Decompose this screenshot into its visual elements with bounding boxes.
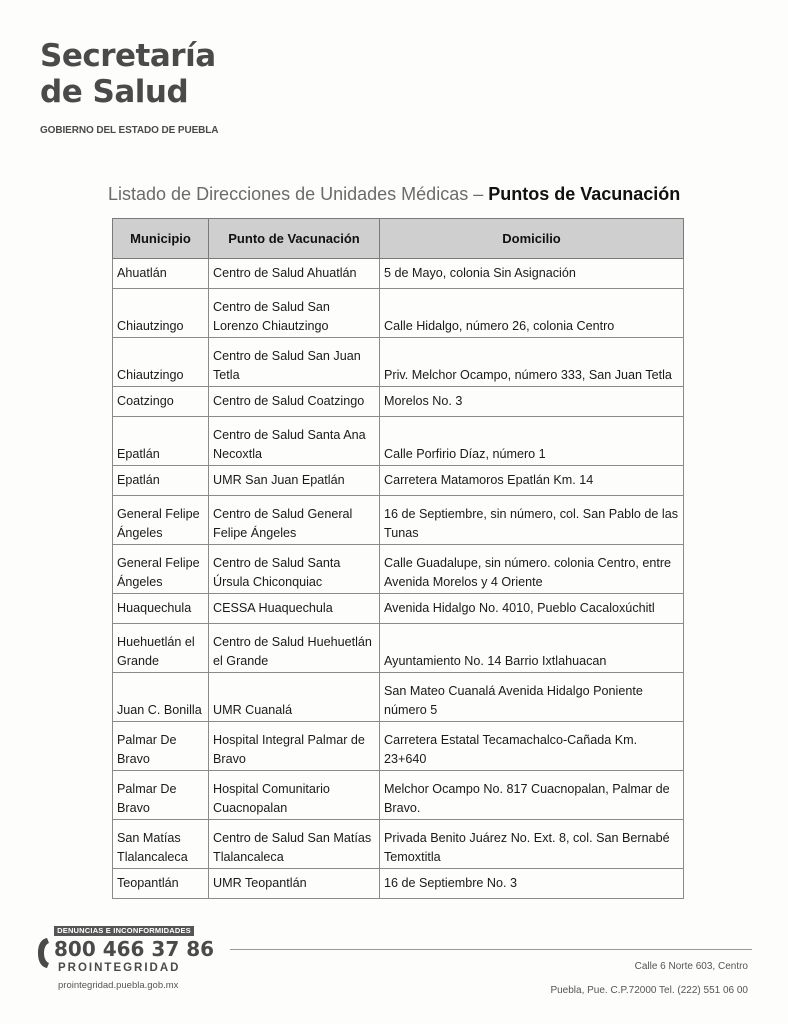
cell-municipio: Juan C. Bonilla bbox=[113, 673, 209, 722]
table-row bbox=[113, 869, 684, 899]
table-row bbox=[113, 338, 684, 387]
prointegridad-url[interactable]: prointegridad.puebla.gob.mx bbox=[58, 980, 179, 991]
cell-punto: Hospital Integral Palmar de Bravo bbox=[209, 722, 380, 771]
cell-municipio: Chiautzingo bbox=[113, 338, 209, 387]
cell-domicilio: 16 de Septiembre, sin número, col. San Pablo de las Tunas bbox=[380, 496, 684, 545]
address-line-2: Puebla, Pue. C.P.72000 Tel. (222) 551 06 00 bbox=[550, 985, 748, 996]
cell-municipio: Epatlán bbox=[113, 466, 209, 496]
cell-punto: Centro de Salud San Juan Tetla bbox=[209, 338, 380, 387]
cell-municipio: Palmar De Bravo bbox=[113, 722, 209, 771]
units-table bbox=[112, 218, 684, 899]
cell-punto: Hospital Comunitario Cuacnopalan bbox=[209, 771, 380, 820]
cell-domicilio: Ayuntamiento No. 14 Barrio Ixtlahuacan bbox=[380, 624, 684, 673]
cell-domicilio: 5 de Mayo, colonia Sin Asignación bbox=[380, 259, 684, 289]
cell-domicilio: Privada Benito Juárez No. Ext. 8, col. San Bernabé Temoxtitla bbox=[380, 820, 684, 869]
cell-municipio: Huehuetlán el Grande bbox=[113, 624, 209, 673]
logo-subtitle: GOBIERNO DEL ESTADO DE PUEBLA bbox=[40, 125, 219, 136]
cell-municipio: San Matías Tlalancaleca bbox=[113, 820, 209, 869]
table-header-row bbox=[113, 219, 684, 259]
table-row bbox=[113, 624, 684, 673]
cell-municipio: Huaquechula bbox=[113, 594, 209, 624]
cell-punto: Centro de Salud General Felipe Ángeles bbox=[209, 496, 380, 545]
cell-punto: Centro de Salud Coatzingo bbox=[209, 387, 380, 417]
cell-domicilio: Carretera Matamoros Epatlán Km. 14 bbox=[380, 466, 684, 496]
table-row bbox=[113, 594, 684, 624]
cell-punto: Centro de Salud Ahuatlán bbox=[209, 259, 380, 289]
table-row bbox=[113, 771, 684, 820]
prointegridad-brand: PROINTEGRIDAD bbox=[58, 962, 181, 974]
table-row bbox=[113, 673, 684, 722]
cell-punto: UMR San Juan Epatlán bbox=[209, 466, 380, 496]
cell-punto: UMR Cuanalá bbox=[209, 673, 380, 722]
cell-domicilio: 16 de Septiembre No. 3 bbox=[380, 869, 684, 899]
phone-icon bbox=[36, 936, 52, 970]
cell-domicilio: San Mateo Cuanalá Avenida Hidalgo Poniente número 5 bbox=[380, 673, 684, 722]
cell-domicilio: Melchor Ocampo No. 817 Cuacnopalan, Palmar de Bravo. bbox=[380, 771, 684, 820]
cell-municipio: Coatzingo bbox=[113, 387, 209, 417]
cell-domicilio: Priv. Melchor Ocampo, número 333, San Juan Tetla bbox=[380, 338, 684, 387]
table-row bbox=[113, 496, 684, 545]
complaints-band: DENUNCIAS E INCONFORMIDADES bbox=[54, 926, 194, 936]
cell-punto: CESSA Huaquechula bbox=[209, 594, 380, 624]
cell-municipio: General Felipe Ángeles bbox=[113, 545, 209, 594]
title-prefix: Listado de Direcciones de Unidades Médicas – bbox=[108, 184, 489, 204]
title-emphasis: Puntos de Vacunación bbox=[488, 184, 681, 204]
table-row bbox=[113, 722, 684, 771]
table-row bbox=[113, 466, 684, 496]
table-row bbox=[113, 820, 684, 869]
cell-punto: Centro de Salud Huehuetlán el Grande bbox=[209, 624, 380, 673]
cell-domicilio: Carretera Estatal Tecamachalco-Cañada Km. 23+640 bbox=[380, 722, 684, 771]
cell-domicilio: Calle Guadalupe, sin número. colonia Centro, entre Avenida Morelos y 4 Oriente bbox=[380, 545, 684, 594]
logo-line-2: de Salud bbox=[40, 74, 189, 110]
cell-punto: Centro de Salud San Lorenzo Chiautzingo bbox=[209, 289, 380, 338]
cell-municipio: Palmar De Bravo bbox=[113, 771, 209, 820]
cell-punto: Centro de Salud Santa Úrsula Chiconquiac bbox=[209, 545, 380, 594]
table-row bbox=[113, 387, 684, 417]
cell-domicilio: Morelos No. 3 bbox=[380, 387, 684, 417]
cell-domicilio: Calle Porfirio Díaz, número 1 bbox=[380, 417, 684, 466]
cell-municipio: General Felipe Ángeles bbox=[113, 496, 209, 545]
table-row bbox=[113, 259, 684, 289]
table-row bbox=[113, 545, 684, 594]
cell-municipio: Ahuatlán bbox=[113, 259, 209, 289]
cell-municipio: Epatlán bbox=[113, 417, 209, 466]
column-header-domicilio: Domicilio bbox=[380, 219, 684, 259]
table-row bbox=[113, 417, 684, 466]
table-row bbox=[113, 289, 684, 338]
document-title bbox=[108, 184, 680, 205]
cell-punto: UMR Teopantlán bbox=[209, 869, 380, 899]
footer-divider bbox=[230, 949, 752, 950]
logo-line-1: Secretaría bbox=[40, 38, 216, 74]
cell-domicilio: Avenida Hidalgo No. 4010, Pueblo Cacaloxúchitl bbox=[380, 594, 684, 624]
logo bbox=[40, 38, 218, 136]
cell-punto: Centro de Salud Santa Ana Necoxtla bbox=[209, 417, 380, 466]
cell-punto: Centro de Salud San Matías Tlalancaleca bbox=[209, 820, 380, 869]
cell-municipio: Teopantlán bbox=[113, 869, 209, 899]
column-header-municipio: Municipio bbox=[113, 219, 209, 259]
address-line-1: Calle 6 Norte 603, Centro bbox=[634, 961, 748, 972]
cell-domicilio: Calle Hidalgo, número 26, colonia Centro bbox=[380, 289, 684, 338]
column-header-punto: Punto de Vacunación bbox=[209, 219, 380, 259]
hotline-number: 800 466 37 86 bbox=[54, 937, 215, 961]
cell-municipio: Chiautzingo bbox=[113, 289, 209, 338]
